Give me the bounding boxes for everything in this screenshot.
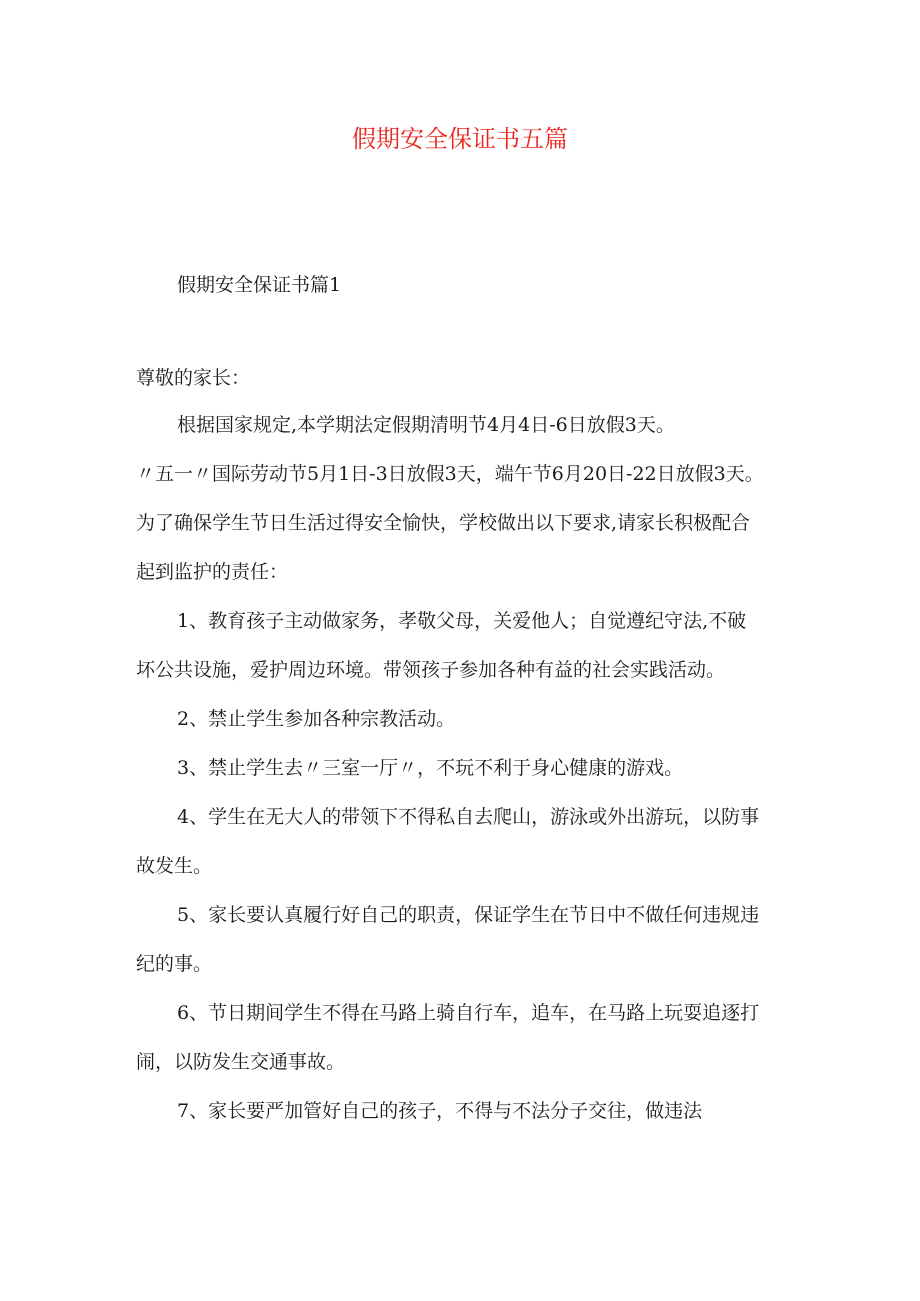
list-item: 2、禁止学生参加各种宗教活动。: [177, 708, 456, 730]
list-item: 7、家长要严加管好自己的孩子，不得与不法分子交往，做违法: [177, 1100, 703, 1122]
paragraph-line: 根据国家规定,本学期法定假期清明节4月4日-6日放假3天。: [177, 414, 675, 436]
paragraph-line: 闹，以防发生交通事故。: [136, 1051, 346, 1073]
list-item: 4、学生在无大人的带领下不得私自去爬山，游泳或外出游玩，以防事: [177, 806, 760, 828]
list-item: 1、教育孩子主动做家务，孝敬父母，关爱他人；自觉遵纪守法,不破: [177, 610, 747, 632]
paragraph-line: 为了确保学生节日生活过得安全愉快，学校做出以下要求,请家长积极配合: [136, 512, 751, 534]
salutation: 尊敬的家长：: [136, 367, 251, 389]
paragraph-line: 起到监护的责任：: [136, 561, 289, 583]
paragraph-line: 坏公共设施，爱护周边环境。带领孩子参加各种有益的社会实践活动。: [136, 659, 726, 681]
document-title: 假期安全保证书五篇: [352, 125, 568, 153]
list-item: 3、禁止学生去〃三室一厅〃，不玩不利于身心健康的游戏。: [177, 757, 684, 779]
section-heading: 假期安全保证书篇1: [177, 274, 342, 296]
list-item: 5、家长要认真履行好自己的职责，保证学生在节日中不做任何违规违: [177, 904, 760, 926]
paragraph-line: 纪的事。: [136, 953, 213, 975]
list-item: 6、节日期间学生不得在马路上骑自行车，追车，在马路上玩耍追逐打: [177, 1002, 760, 1024]
paragraph-line: 〃五一〃国际劳动节5月1日-3日放假3天，端午节6月20日-22日放假3天。: [136, 463, 764, 485]
paragraph-line: 故发生。: [136, 855, 213, 877]
